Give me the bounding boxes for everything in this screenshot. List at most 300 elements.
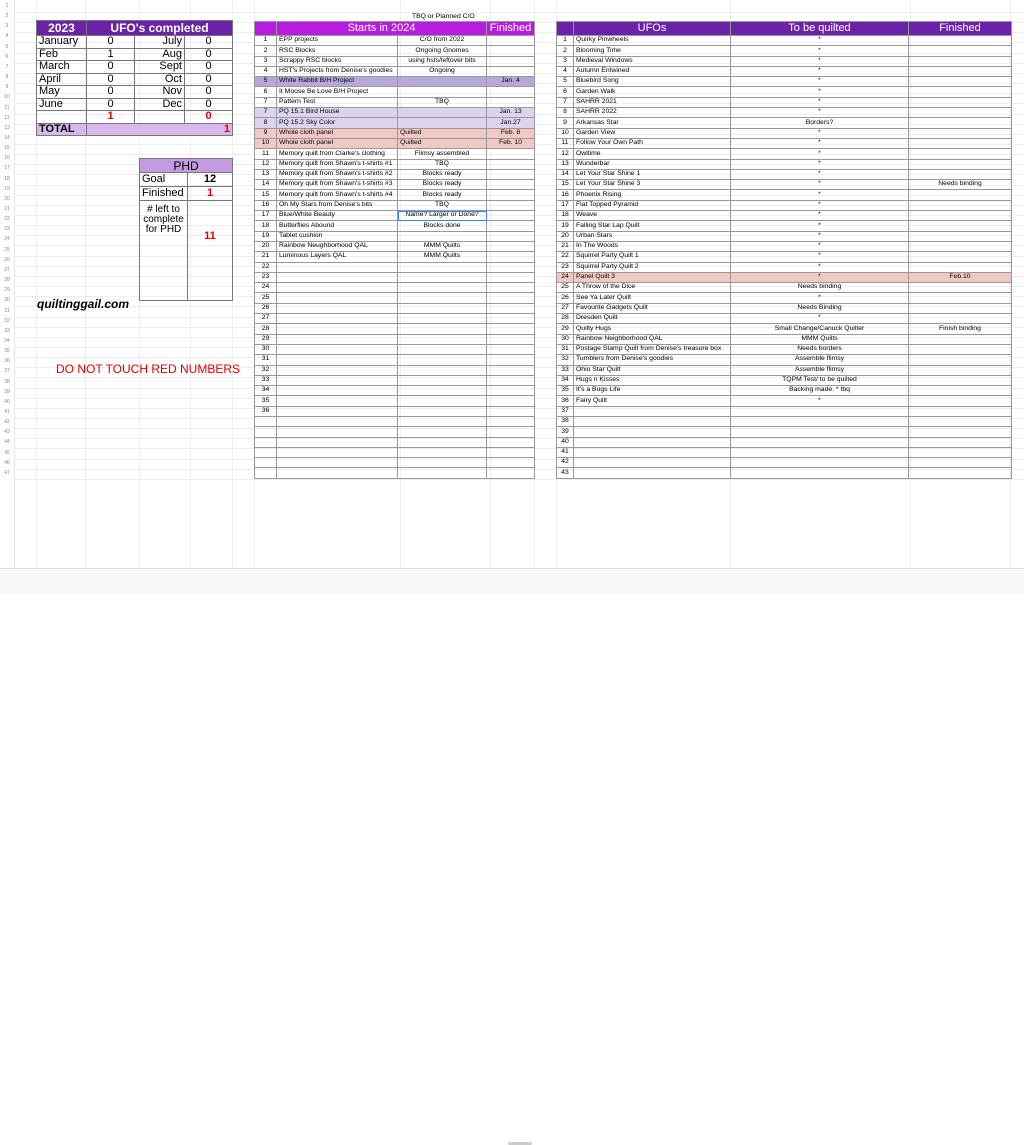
starts-project-finished[interactable] (487, 344, 535, 354)
ufos-project-name[interactable] (574, 447, 731, 457)
starts-project-finished[interactable] (487, 149, 535, 159)
starts-row-number[interactable]: 22 (255, 262, 277, 272)
starts-project-note[interactable] (398, 375, 487, 385)
ufos-project-finished[interactable] (909, 118, 1012, 128)
starts-project-finished[interactable] (487, 324, 535, 334)
month-left-value[interactable]: 0 (87, 73, 135, 86)
starts-project-name[interactable]: Scrappy RSC blocks (277, 56, 398, 66)
ufos-project-finished[interactable] (909, 283, 1012, 293)
starts-row-number[interactable]: 33 (255, 375, 277, 385)
row-number[interactable]: 10 (4, 94, 10, 101)
ufos-project-name[interactable]: In The Woods (574, 241, 731, 251)
starts-project-finished[interactable] (487, 386, 535, 396)
ufos-project-name[interactable]: Squirrel Party Quilt 2 (574, 262, 731, 272)
starts-project-name[interactable]: Memory quilt from Clarke's clothing (277, 149, 398, 159)
starts-project-finished[interactable] (487, 200, 535, 210)
ufos-project-finished[interactable]: Needs binding (909, 180, 1012, 190)
ufos-project-status[interactable]: Assemble flimsy (731, 365, 909, 375)
starts-project-name[interactable] (277, 458, 398, 468)
ufos-project-name[interactable]: Bluebird Song (574, 77, 731, 87)
row-number[interactable]: 22 (4, 216, 10, 223)
ufos-project-status[interactable]: * (731, 77, 909, 87)
starts-project-note[interactable] (398, 293, 487, 303)
starts-project-name[interactable]: Memory quilt from Shawn's t-shirts #3 (277, 180, 398, 190)
ufos-project-status[interactable]: Needs borders (731, 344, 909, 354)
starts-project-finished[interactable] (487, 447, 535, 457)
starts-project-name[interactable]: It Moose Be Love B/H Project (277, 87, 398, 97)
ufos-row-number[interactable]: 20 (557, 231, 574, 241)
starts-project-finished[interactable] (487, 87, 535, 97)
row-number[interactable]: 9 (5, 84, 9, 91)
starts-project-name[interactable]: Pattern Test (277, 97, 398, 107)
starts-project-finished[interactable] (487, 416, 535, 426)
ufos-project-finished[interactable]: Finish binding (909, 324, 1012, 334)
row-number[interactable]: 31 (4, 307, 10, 314)
row-number[interactable]: 47 (4, 469, 10, 476)
starts-project-note[interactable]: Ongoing (398, 66, 487, 76)
ufos-row-number[interactable]: 38 (557, 416, 574, 426)
ufos-project-status[interactable]: Borders? (731, 118, 909, 128)
starts-project-name[interactable] (277, 396, 398, 406)
row-number[interactable]: 30 (4, 297, 10, 304)
starts-project-name[interactable] (277, 324, 398, 334)
row-number[interactable]: 15 (4, 145, 10, 152)
ufos-project-status[interactable]: Needs binding (731, 283, 909, 293)
ufos-row-number[interactable]: 43 (557, 468, 574, 478)
ufos-project-finished[interactable] (909, 159, 1012, 169)
starts-row-number[interactable]: 20 (255, 241, 277, 251)
starts-project-finished[interactable]: Jan. 13 (487, 108, 535, 118)
row-number[interactable]: 16 (4, 155, 10, 162)
ufos-project-finished[interactable] (909, 293, 1012, 303)
starts-project-name[interactable] (277, 406, 398, 416)
month-right[interactable]: Nov (135, 86, 185, 99)
ufos-row-number[interactable]: 21 (557, 241, 574, 251)
starts-project-note[interactable]: Blocks ready (398, 169, 487, 179)
ufos-project-status[interactable]: Small Change/Canuck Quilter (731, 324, 909, 334)
row-number[interactable]: 19 (4, 185, 10, 192)
row-number[interactable]: 3 (5, 23, 9, 30)
ufos-row-number[interactable]: 22 (557, 252, 574, 262)
month-left-value[interactable]: 0 (87, 61, 135, 74)
ufos-row-number[interactable]: 41 (557, 447, 574, 457)
ufos-row-number[interactable]: 37 (557, 406, 574, 416)
starts-row-number[interactable]: 34 (255, 386, 277, 396)
ufos-project-finished[interactable] (909, 334, 1012, 344)
ufos-project-name[interactable]: Autumn Entwined (574, 66, 731, 76)
starts-project-name[interactable]: Whole cloth panel (277, 138, 398, 148)
starts-project-name[interactable]: PQ 15.2 Sky Color (277, 118, 398, 128)
row-number[interactable]: 8 (5, 74, 9, 81)
ufos-row-number[interactable]: 36 (557, 396, 574, 406)
starts-row-number[interactable] (255, 468, 277, 478)
starts-project-note[interactable] (398, 262, 487, 272)
row-number[interactable]: 29 (4, 287, 10, 294)
starts-project-finished[interactable] (487, 36, 535, 46)
ufos-project-status[interactable]: * (731, 211, 909, 221)
starts-project-name[interactable] (277, 386, 398, 396)
row-number[interactable]: 33 (4, 327, 10, 334)
starts-row-number[interactable]: 12 (255, 159, 277, 169)
row-number[interactable]: 26 (4, 256, 10, 263)
starts-project-name[interactable] (277, 262, 398, 272)
ufos-project-finished[interactable] (909, 468, 1012, 478)
ufos-row-number[interactable]: 18 (557, 211, 574, 221)
starts-row-number[interactable]: 27 (255, 314, 277, 324)
ufos-project-name[interactable]: Blooming Time (574, 46, 731, 56)
starts-project-note[interactable] (398, 324, 487, 334)
ufos-project-finished[interactable] (909, 396, 1012, 406)
ufos-project-finished[interactable] (909, 56, 1012, 66)
starts-row-number[interactable]: 9 (255, 128, 277, 138)
starts-project-name[interactable]: Oh My Stars from Denise's bits (277, 200, 398, 210)
starts-project-note[interactable] (398, 416, 487, 426)
phd-goal-value[interactable]: 12 (188, 173, 233, 187)
starts-project-note[interactable] (398, 118, 487, 128)
starts-project-name[interactable]: Whole cloth panel (277, 128, 398, 138)
ufos-row-number[interactable]: 11 (557, 138, 574, 148)
ufos-row-number[interactable]: 34 (557, 375, 574, 385)
starts-row-number[interactable] (255, 447, 277, 457)
starts-project-note[interactable]: MMM Quilts (398, 241, 487, 251)
starts-project-note[interactable] (398, 334, 487, 344)
ufos-project-finished[interactable] (909, 365, 1012, 375)
ufos-project-name[interactable]: Favourite Gadgets Quilt (574, 303, 731, 313)
ufos-project-name[interactable]: Wunderbar (574, 159, 731, 169)
row-number[interactable]: 44 (4, 439, 10, 446)
subtotal-right[interactable]: 0 (185, 111, 233, 124)
ufos-project-name[interactable]: Tumblers from Denise's goodies (574, 355, 731, 365)
starts-row-number[interactable]: 30 (255, 344, 277, 354)
month-right[interactable]: July (135, 36, 185, 49)
starts-project-note[interactable] (398, 303, 487, 313)
month-right[interactable]: Sept (135, 61, 185, 74)
starts-row-number[interactable]: 31 (255, 355, 277, 365)
row-number[interactable]: 37 (4, 368, 10, 375)
starts-row-number[interactable]: 32 (255, 365, 277, 375)
starts-project-note[interactable] (398, 365, 487, 375)
row-number[interactable]: 13 (4, 124, 10, 131)
ufos-project-status[interactable]: * (731, 262, 909, 272)
row-number[interactable]: 5 (5, 43, 9, 50)
ufos-project-name[interactable]: Let Your Star Shine 1 (574, 169, 731, 179)
ufos-row-number[interactable]: 13 (557, 159, 574, 169)
ufos-project-name[interactable]: Weave (574, 211, 731, 221)
month-left-value[interactable]: 0 (87, 98, 135, 111)
starts-project-name[interactable]: PQ 15.1 Bird House (277, 108, 398, 118)
starts-project-finished[interactable] (487, 427, 535, 437)
row-number[interactable]: 34 (4, 337, 10, 344)
ufos-row-number[interactable]: 10 (557, 128, 574, 138)
ufos-project-status[interactable]: * (731, 252, 909, 262)
starts-row-number[interactable]: 16 (255, 200, 277, 210)
starts-row-number[interactable] (255, 427, 277, 437)
ufos-project-name[interactable] (574, 468, 731, 478)
ufos-project-finished[interactable] (909, 406, 1012, 416)
ufos-project-status[interactable]: * (731, 169, 909, 179)
starts-row-number[interactable] (255, 416, 277, 426)
ufos-project-finished[interactable] (909, 138, 1012, 148)
ufos-project-finished[interactable] (909, 97, 1012, 107)
ufos-project-status[interactable] (731, 427, 909, 437)
ufos-project-name[interactable]: Rainbow Neighborhood QAL (574, 334, 731, 344)
starts-project-name[interactable]: Luminous Layers QAL (277, 252, 398, 262)
ufos-project-status[interactable] (731, 468, 909, 478)
month-left[interactable]: March (37, 61, 87, 74)
starts-row-number[interactable]: 4 (255, 66, 277, 76)
starts-project-finished[interactable] (487, 211, 535, 221)
ufos-project-name[interactable]: Fairy Quilt (574, 396, 731, 406)
ufos-row-number[interactable]: 33 (557, 365, 574, 375)
starts-project-note[interactable] (398, 272, 487, 282)
month-right-value[interactable]: 0 (185, 98, 233, 111)
ufos-project-status[interactable]: * (731, 108, 909, 118)
starts-project-note[interactable]: TBQ (398, 97, 487, 107)
starts-row-number[interactable]: 25 (255, 293, 277, 303)
starts-project-name[interactable] (277, 468, 398, 478)
row-number[interactable]: 39 (4, 388, 10, 395)
month-right-value[interactable]: 0 (185, 86, 233, 99)
starts-row-number[interactable]: 15 (255, 190, 277, 200)
ufos-row-number[interactable]: 1 (557, 36, 574, 46)
starts-project-name[interactable] (277, 314, 398, 324)
ufos-project-finished[interactable] (909, 437, 1012, 447)
row-number[interactable]: 12 (4, 114, 10, 121)
ufos-project-status[interactable]: * (731, 87, 909, 97)
starts-project-finished[interactable] (487, 396, 535, 406)
starts-project-finished[interactable] (487, 97, 535, 107)
ufos-project-name[interactable] (574, 416, 731, 426)
row-number[interactable]: 11 (4, 104, 10, 111)
ufos-project-finished[interactable] (909, 128, 1012, 138)
ufos-project-finished[interactable] (909, 46, 1012, 56)
ufos-project-name[interactable]: Dresden Quilt (574, 314, 731, 324)
starts-project-note[interactable]: using hsts/leftover bits (398, 56, 487, 66)
starts-project-finished[interactable] (487, 314, 535, 324)
ufos-project-name[interactable] (574, 427, 731, 437)
row-number[interactable]: 17 (4, 165, 10, 172)
row-number[interactable]: 1 (5, 3, 9, 9)
ufos-project-name[interactable]: Garden Walk (574, 87, 731, 97)
phd-finished-value[interactable]: 1 (188, 187, 233, 201)
starts-row-number[interactable]: 11 (255, 149, 277, 159)
month-left[interactable]: Feb (37, 48, 87, 61)
ufos-row-number[interactable]: 14 (557, 169, 574, 179)
ufos-project-name[interactable]: Let Your Star Shine 3 (574, 180, 731, 190)
ufos-row-number[interactable]: 26 (557, 293, 574, 303)
month-left-value[interactable]: 0 (87, 86, 135, 99)
starts-project-note[interactable]: Ongoing Gnomes (398, 46, 487, 56)
ufos-project-status[interactable] (731, 416, 909, 426)
starts-project-finished[interactable] (487, 272, 535, 282)
ufos-row-number[interactable]: 30 (557, 334, 574, 344)
ufos-project-name[interactable]: SAHRR 2021 (574, 97, 731, 107)
ufos-row-number[interactable]: 6 (557, 87, 574, 97)
starts-row-number[interactable]: 21 (255, 252, 277, 262)
starts-project-note[interactable]: C/O from 2022 (398, 36, 487, 46)
starts-project-finished[interactable] (487, 180, 535, 190)
ufos-project-status[interactable]: * (731, 396, 909, 406)
month-left[interactable]: June (37, 98, 87, 111)
ufos-row-number[interactable]: 5 (557, 77, 574, 87)
phd-goal-label[interactable]: Goal (140, 173, 188, 187)
starts-row-number[interactable]: 26 (255, 303, 277, 313)
ufos-project-status[interactable]: * (731, 128, 909, 138)
starts-project-name[interactable] (277, 447, 398, 457)
ufos-project-status[interactable]: * (731, 272, 909, 282)
starts-project-name[interactable]: Memory quilt from Shawn's t-shirts #4 (277, 190, 398, 200)
starts-project-finished[interactable] (487, 293, 535, 303)
starts-project-name[interactable] (277, 375, 398, 385)
month-right-value[interactable]: 0 (185, 36, 233, 49)
ufos-project-finished[interactable] (909, 314, 1012, 324)
starts-project-note[interactable] (398, 396, 487, 406)
starts-project-note[interactable] (398, 468, 487, 478)
ufos-row-number[interactable]: 15 (557, 180, 574, 190)
ufos-project-finished[interactable] (909, 190, 1012, 200)
ufos-project-finished[interactable] (909, 200, 1012, 210)
ufos-project-status[interactable]: Needs Binding (731, 303, 909, 313)
starts-project-finished[interactable] (487, 283, 535, 293)
ufos-row-number[interactable]: 35 (557, 386, 574, 396)
ufos-project-finished[interactable] (909, 375, 1012, 385)
month-right[interactable]: Aug (135, 48, 185, 61)
row-number[interactable]: 4 (5, 33, 9, 40)
row-number[interactable]: 46 (4, 459, 10, 466)
starts-project-finished[interactable]: Jan. 4 (487, 77, 535, 87)
starts-project-finished[interactable] (487, 252, 535, 262)
starts-project-finished[interactable] (487, 231, 535, 241)
ufos-project-name[interactable] (574, 437, 731, 447)
row-number[interactable]: 35 (4, 348, 10, 355)
ufos-project-status[interactable]: Backing made. * tbq (731, 386, 909, 396)
ufos-project-status[interactable] (731, 458, 909, 468)
starts-row-number[interactable]: 35 (255, 396, 277, 406)
starts-row-number[interactable]: 23 (255, 272, 277, 282)
ufos-row-number[interactable]: 2 (557, 46, 574, 56)
starts-row-number[interactable]: 3 (255, 56, 277, 66)
month-right[interactable]: Dec (135, 98, 185, 111)
ufos-row-number[interactable]: 24 (557, 272, 574, 282)
ufos-project-name[interactable]: Squirrel Party Quilt 1 (574, 252, 731, 262)
ufos-project-name[interactable]: Quilty Hugs (574, 324, 731, 334)
starts-row-number[interactable]: 29 (255, 334, 277, 344)
starts-project-finished[interactable] (487, 355, 535, 365)
ufos-project-finished[interactable] (909, 427, 1012, 437)
starts-project-finished[interactable] (487, 56, 535, 66)
ufos-row-number[interactable]: 23 (557, 262, 574, 272)
row-number[interactable]: 6 (5, 53, 9, 60)
starts-project-name[interactable] (277, 365, 398, 375)
starts-project-finished[interactable]: Feb. 8 (487, 128, 535, 138)
ufos-row-number[interactable]: 17 (557, 200, 574, 210)
month-right-value[interactable]: 0 (185, 48, 233, 61)
row-number[interactable]: 42 (4, 419, 10, 426)
ufos-project-status[interactable] (731, 406, 909, 416)
starts-project-note[interactable]: Blocks ready (398, 180, 487, 190)
starts-project-note[interactable]: TBQ (398, 200, 487, 210)
ufos-row-number[interactable]: 42 (557, 458, 574, 468)
starts-project-finished[interactable] (487, 406, 535, 416)
ufos-project-name[interactable]: See Ya Later Quilt (574, 293, 731, 303)
row-number[interactable]: 2 (5, 13, 9, 20)
starts-project-note[interactable] (398, 87, 487, 97)
month-left-value[interactable]: 0 (87, 36, 135, 49)
ufos-project-name[interactable]: Falling Star Lap Quilt (574, 221, 731, 231)
row-number[interactable]: 23 (4, 226, 10, 233)
row-number[interactable]: 40 (4, 398, 10, 405)
starts-project-finished[interactable] (487, 437, 535, 447)
starts-row-number[interactable] (255, 437, 277, 447)
ufos-project-status[interactable] (731, 437, 909, 447)
ufos-project-name[interactable]: Follow Your Own Path (574, 138, 731, 148)
ufos-project-name[interactable]: A Throw of the Dice (574, 283, 731, 293)
starts-project-name[interactable]: Tablet cushion (277, 231, 398, 241)
starts-project-name[interactable]: White Rabbit B/H Project (277, 77, 398, 87)
row-number[interactable]: 28 (4, 277, 10, 284)
ufos-project-name[interactable]: Urban Stars (574, 231, 731, 241)
ufos-project-name[interactable] (574, 458, 731, 468)
ufos-row-number[interactable]: 31 (557, 344, 574, 354)
starts-project-note[interactable]: Name? Larger or Done? (398, 211, 487, 221)
ufos-project-status[interactable]: * (731, 149, 909, 159)
starts-row-number[interactable]: 2 (255, 46, 277, 56)
starts-project-finished[interactable] (487, 262, 535, 272)
starts-project-finished[interactable] (487, 334, 535, 344)
ufos-row-number[interactable]: 7 (557, 97, 574, 107)
starts-project-finished[interactable] (487, 375, 535, 385)
ufos-project-name[interactable]: Arkansas Star (574, 118, 731, 128)
ufos-row-number[interactable]: 27 (557, 303, 574, 313)
starts-row-number[interactable]: 19 (255, 231, 277, 241)
starts-project-note[interactable] (398, 447, 487, 457)
starts-project-note[interactable] (398, 283, 487, 293)
row-number[interactable]: 7 (5, 63, 9, 70)
ufos-project-name[interactable]: SAHRR 2022 (574, 108, 731, 118)
ufos-project-name[interactable]: Quirky Pinwheels (574, 36, 731, 46)
starts-project-note[interactable]: TBQ (398, 159, 487, 169)
starts-project-note[interactable]: Quilted (398, 128, 487, 138)
ufos-row-number[interactable]: 12 (557, 149, 574, 159)
ufos-project-finished[interactable] (909, 355, 1012, 365)
row-number[interactable]: 18 (4, 175, 10, 182)
starts-project-finished[interactable] (487, 458, 535, 468)
ufos-project-finished[interactable] (909, 169, 1012, 179)
ufos-project-status[interactable]: Assemble flimsy (731, 355, 909, 365)
row-number[interactable]: 41 (4, 409, 10, 415)
starts-project-finished[interactable] (487, 365, 535, 375)
ufos-project-finished[interactable] (909, 458, 1012, 468)
ufos-row-number[interactable]: 4 (557, 66, 574, 76)
ufos-project-status[interactable]: * (731, 138, 909, 148)
ufos-project-name[interactable]: Ohio Star Quilt (574, 365, 731, 375)
row-number[interactable]: 38 (4, 378, 10, 385)
starts-project-note[interactable] (398, 458, 487, 468)
starts-project-finished[interactable] (487, 46, 535, 56)
ufos-project-finished[interactable] (909, 344, 1012, 354)
starts-project-note[interactable]: Flimsy assembled (398, 149, 487, 159)
month-right[interactable]: Oct (135, 73, 185, 86)
starts-row-number[interactable] (255, 458, 277, 468)
starts-row-number[interactable]: 8 (255, 118, 277, 128)
ufos-project-name[interactable]: Garden View (574, 128, 731, 138)
subtotal-left[interactable]: 1 (87, 111, 135, 124)
ufos-row-number[interactable]: 16 (557, 190, 574, 200)
starts-project-finished[interactable] (487, 169, 535, 179)
row-number[interactable]: 45 (4, 449, 10, 456)
ufos-project-status[interactable]: MMM Quilts (731, 334, 909, 344)
starts-project-note[interactable]: Blocks done (398, 221, 487, 231)
